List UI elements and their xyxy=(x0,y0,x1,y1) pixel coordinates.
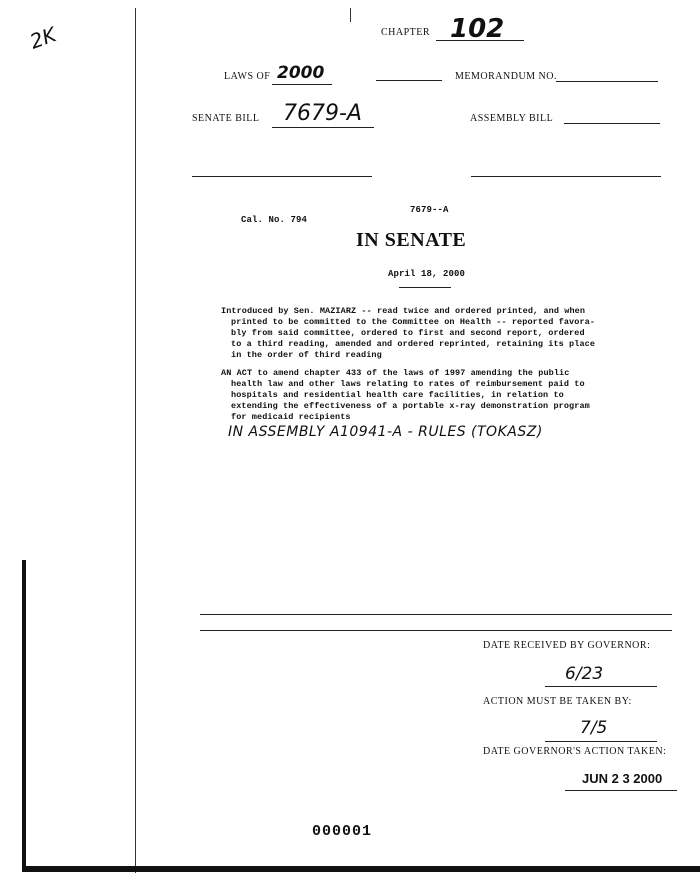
action-by-value: 7/5 xyxy=(580,718,608,738)
cal-number: Cal. No. 794 xyxy=(241,215,308,225)
top-tick xyxy=(350,8,351,22)
act-line: hospitals and residential health care facilities, in relation to xyxy=(231,390,564,400)
introduced-line: Introduced by Sen. MAZIARZ -- read twice and ordered printed, and when xyxy=(221,306,586,316)
act-paragraph xyxy=(221,368,661,423)
chamber-title: IN SENATE xyxy=(356,229,467,251)
separator-right xyxy=(471,176,661,177)
page-number: 000001 xyxy=(312,823,373,840)
assembly-bill-underline xyxy=(564,123,660,124)
senate-bill-label: SENATE BILL xyxy=(192,113,260,124)
action-taken-label: DATE GOVERNOR'S ACTION TAKEN: xyxy=(483,746,667,757)
introduced-line: printed to be committed to the Committee on Health -- reported favora- xyxy=(231,317,596,327)
date-received-value: 6/23 xyxy=(565,664,604,684)
act-line: health law and other laws relating to rates of reimbursement paid to xyxy=(231,379,585,389)
memorandum-label: MEMORANDUM NO. xyxy=(455,71,558,82)
introduced-line: bly from said committee, ordered to first and second report, ordered xyxy=(231,328,585,338)
introduced-line: in the order of third reading xyxy=(231,350,382,360)
separator-left xyxy=(192,176,372,177)
left-margin-line xyxy=(135,8,136,873)
laws-label: LAWS OF xyxy=(224,71,271,82)
assembly-bill-label: ASSEMBLY BILL xyxy=(470,113,554,124)
chapter-value: 102 xyxy=(450,14,505,44)
act-line: extending the effectiveness of a portable x-ray demonstration program xyxy=(231,401,590,411)
introduced-paragraph xyxy=(221,306,661,361)
blank-underline xyxy=(376,80,442,81)
action-taken-value: JUN 2 3 2000 xyxy=(582,771,663,786)
laws-value: 2000 xyxy=(277,63,325,83)
margin-mark: 2K xyxy=(26,22,60,54)
action-by-underline xyxy=(545,741,657,742)
bill-date: April 18, 2000 xyxy=(388,269,466,279)
action-by-label: ACTION MUST BE TAKEN BY: xyxy=(483,696,632,707)
handwritten-assembly-note: IN ASSEMBLY A10941-A - RULES (TOKASZ) xyxy=(228,424,543,440)
lower-separator-2 xyxy=(200,630,672,631)
senate-bill-underline xyxy=(272,127,374,128)
bill-number: 7679--A xyxy=(410,205,449,215)
page-bottom-edge xyxy=(22,866,700,872)
page-left-edge xyxy=(22,560,26,870)
lower-separator-1 xyxy=(200,614,672,615)
chapter-underline xyxy=(436,40,524,41)
date-received-label: DATE RECEIVED BY GOVERNOR: xyxy=(483,640,651,651)
laws-underline xyxy=(272,84,332,85)
act-line: for medicaid recipients xyxy=(231,412,351,422)
date-received-underline xyxy=(545,686,657,687)
introduced-line: to a third reading, amended and ordered reprinted, retaining its place xyxy=(231,339,596,349)
date-underline xyxy=(399,287,451,288)
chapter-label: CHAPTER xyxy=(381,27,431,38)
memorandum-underline xyxy=(556,81,658,82)
act-line: AN ACT to amend chapter 433 of the laws of 1997 amending the public xyxy=(221,368,570,378)
senate-bill-value: 7679-A xyxy=(283,101,362,126)
action-taken-underline xyxy=(565,790,677,791)
